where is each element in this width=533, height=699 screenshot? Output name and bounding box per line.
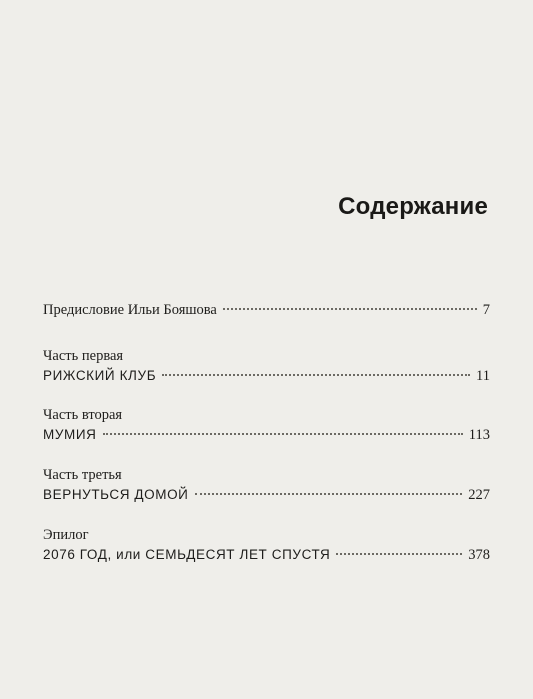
toc-entry-part-1[interactable] [43,347,490,386]
dot-leader [103,433,463,435]
toc-entry-epilogue[interactable] [43,526,490,565]
toc-part-label: Эпилог [43,527,89,543]
toc-entry-title: 2076 ГОД, или СЕМЬДЕСЯТ ЛЕТ СПУСТЯ [43,547,331,562]
toc-title: Содержание [338,193,488,220]
toc-entry-page: 11 [476,368,490,384]
toc-entry-page: 378 [468,547,490,563]
dot-leader [223,308,477,310]
toc-entry-part-2[interactable] [43,406,490,445]
toc-row [43,545,490,565]
dot-leader [195,493,463,495]
toc-row [43,366,490,386]
toc-row [43,425,490,445]
toc-entry-page: 7 [482,302,490,318]
dot-leader [336,553,462,555]
toc-entry-part-3[interactable] [43,466,490,505]
toc-entry-page: 227 [468,487,490,503]
toc-entry-preface[interactable] [43,300,490,320]
toc-entry-page: 113 [468,427,490,443]
toc-part-label: Часть первая [43,348,124,364]
toc-part-label: Часть вторая [43,407,123,423]
toc-entry-title: РИЖСКИЙ КЛУБ [43,368,157,383]
toc-entry-title: Предисловие Ильи Бояшова [43,302,217,318]
toc-entry-title: МУМИЯ [43,427,97,442]
toc-part-label: Часть третья [43,467,122,483]
toc-row [43,300,490,320]
toc-row [43,485,490,505]
show-through-texture [44,200,514,361]
toc-entry-title: ВЕРНУТЬСЯ ДОМОЙ [43,487,189,502]
dot-leader [162,374,470,376]
